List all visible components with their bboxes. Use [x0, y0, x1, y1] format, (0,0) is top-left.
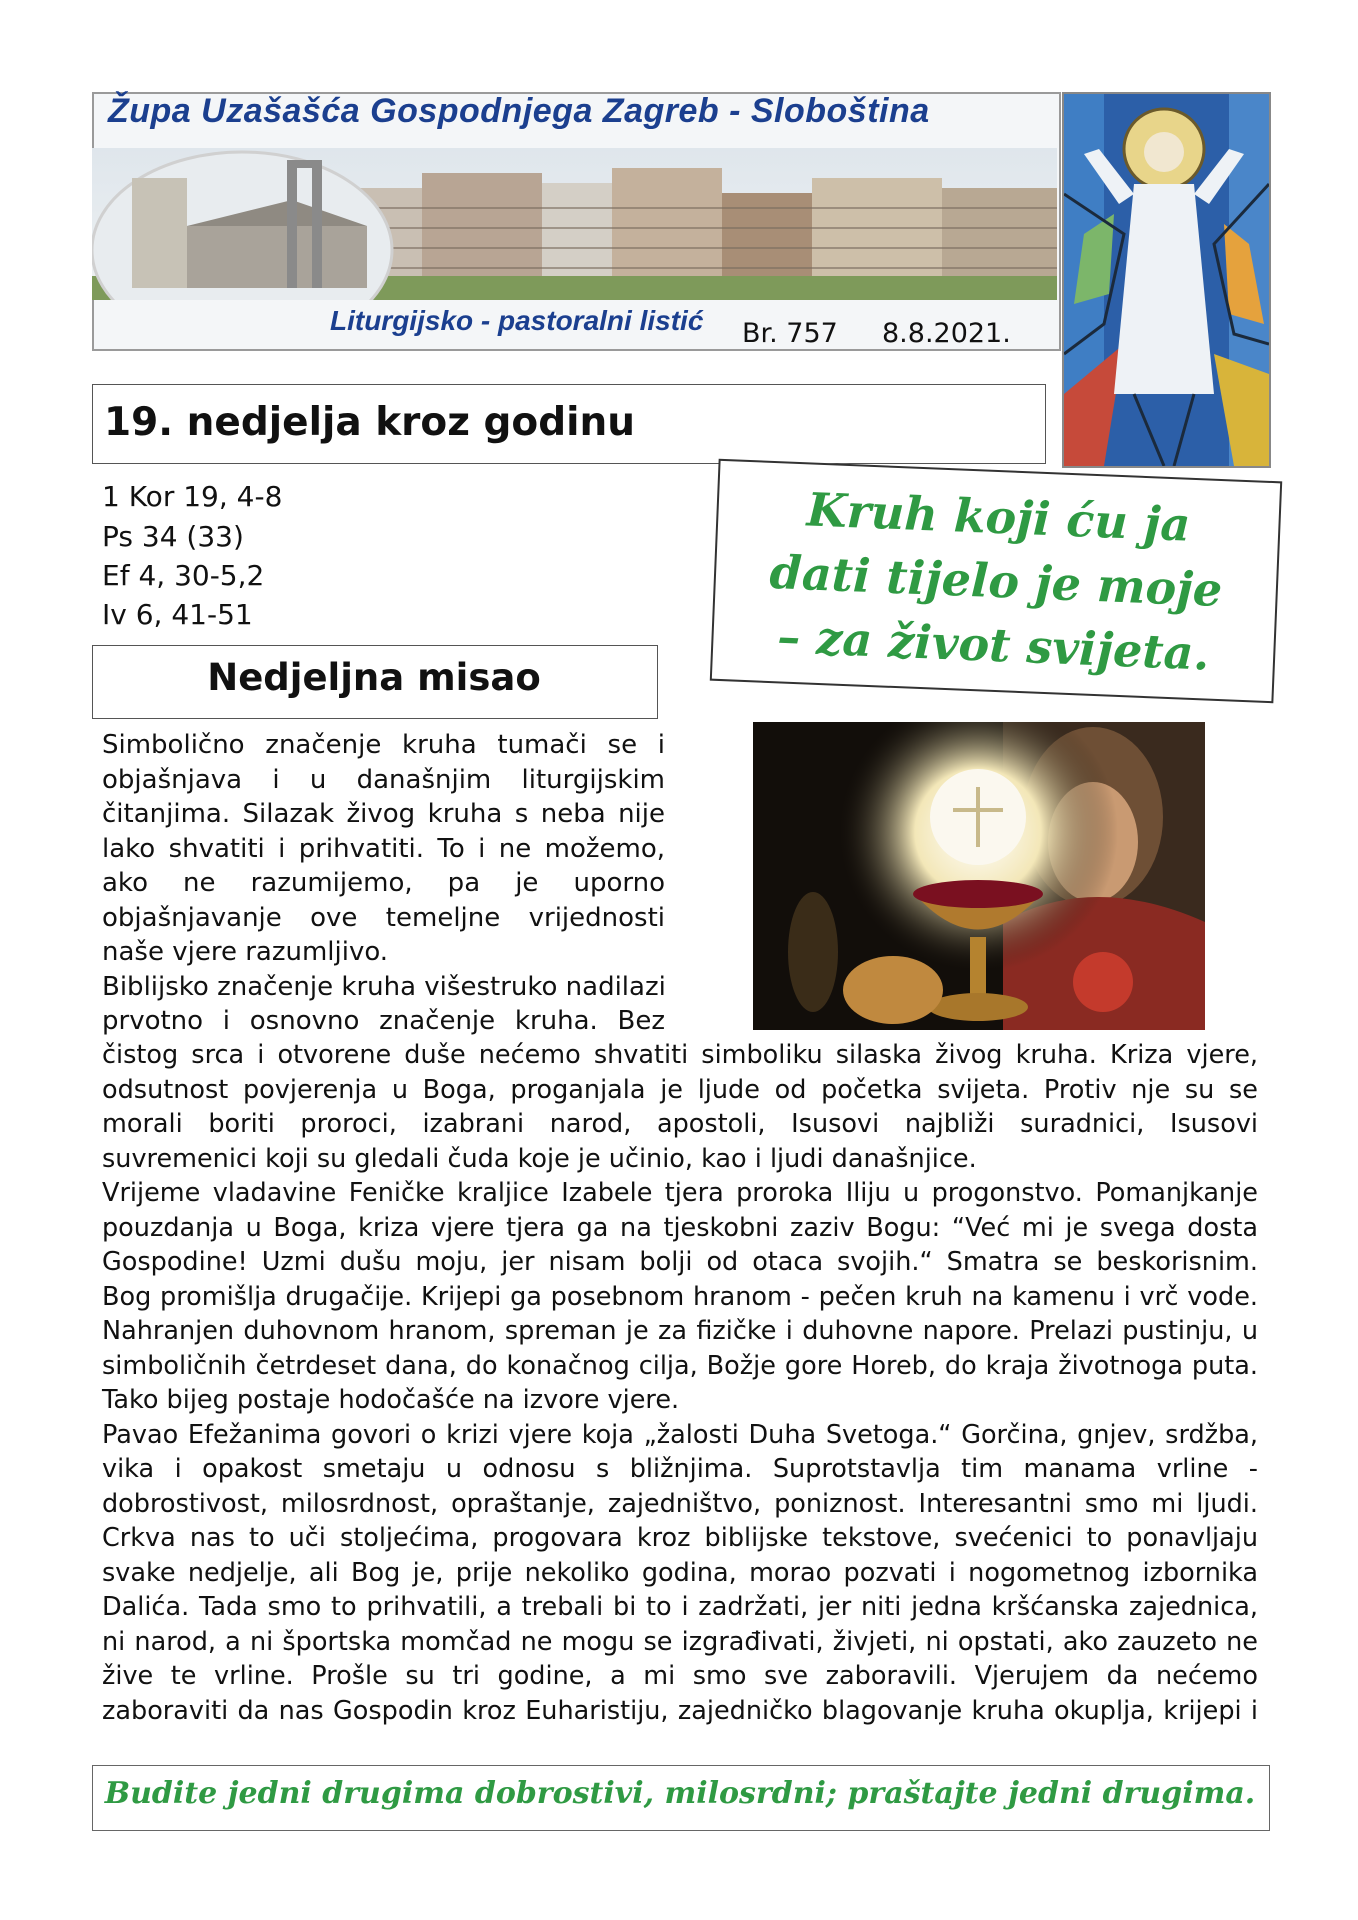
text-line: žive te vrline. Prošle su tri godine, a mi smo sve zaboravili. Vjerujem da nećemo — [102, 1661, 1258, 1691]
text-line: lako shvatiti i prihvatiti. To i ne možemo, — [102, 833, 665, 864]
text-line: morali boriti proroci, izabrani narod, apostoli, Isusovi najbliži suradnici, Isusovi — [102, 1109, 1258, 1139]
footer-quote: Budite jedni drugima dobrostivi, milosrdni; praštajte jedni drugima. — [104, 1776, 1256, 1811]
text-line: ni narod, a ni športska momčad ne mogu se izgrađivati, živjeti, ni opstati, ako zauzeto ne — [102, 1626, 1258, 1657]
text-line: vika i opakost smetaju u odnosu s bližnjima. Suprotstavlja tim manama vrline - — [102, 1454, 1258, 1484]
article-intro — [102, 728, 665, 1039]
parish-name: Župa Uzašašća Gospodnjega Zagreb - Sloboština — [108, 92, 930, 130]
text-line: svake nedjelje, ali Bog je, prije nekoliko godina, morao pozvati i nogometnog izbornika — [102, 1557, 1258, 1588]
text-line: naše vjere razumljivo. — [102, 937, 389, 967]
text-line: Nahranjen duhovnom hranom, spreman je za fizičke i duhovne napore. Prelazi pustinju, u — [102, 1316, 1258, 1346]
text-line: pouzdanja u Boga, kriza vjere tjera ga na tjeskobni zaziv Bogu: “Već mi je svega dosta — [102, 1212, 1258, 1243]
text-line: Pavao Efežanima govori o krizi vjere koja „žalosti Duha Svetoga.“ Gorčina, gnjev, srdžba, — [102, 1419, 1258, 1450]
text-line: zaboraviti da nas Gospodin kroz Euharistiju, zajedničko blagovanje kruha okuplja, krijepi i — [102, 1695, 1258, 1726]
text-line: Dalića. Tada smo to prihvatili, a trebali bi to i zadržati, jer niti jedna kršćanska zajednica, — [102, 1592, 1258, 1622]
parish-photo — [92, 148, 1057, 300]
quote-line: Kruh koji ću ja — [805, 482, 1192, 552]
quote-card — [710, 459, 1282, 703]
reading-3: Ef 4, 30-5,2 — [102, 559, 265, 592]
reading-2: Ps 34 (33) — [102, 520, 244, 553]
text-line: simboličnih četrdeset dana, do konačnog cilja, Božje gore Horeb, do kraja životnoga puta. — [102, 1350, 1258, 1381]
text-line: objašnjava i u današnjim liturgijskim — [102, 764, 665, 795]
article-body — [102, 1038, 1258, 1728]
text-line: dobrostivost, milosrdnost, opraštanje, zajedništvo, poniznost. Interesantni smo mi ljudi. — [102, 1488, 1258, 1519]
issue-date: 8.8.2021. — [882, 318, 1011, 349]
section-title: Nedjeljna misao — [207, 656, 541, 699]
text-line: Vrijeme vladavine Feničke kraljice Izabele tjera proroka Iliju u progonstvo. Pomanjkanje — [102, 1178, 1258, 1208]
text-line: suvremenici koji su gledali čuda koje je učinio, kao i ljudi današnjice. — [102, 1143, 977, 1174]
quote-line: – za život svijeta. — [776, 609, 1211, 681]
text-line: Gospodine! Uzmi dušu moju, jer nisam bolji od otaca svojih.“ Smatra se beskorisnim. — [102, 1247, 1258, 1277]
quote-line: dati tijelo je moje — [768, 544, 1224, 618]
reading-4: Iv 6, 41-51 — [102, 598, 253, 631]
page-title: 19. nedjelja kroz godinu — [104, 400, 636, 445]
issue-number: Br. 757 — [742, 318, 838, 349]
text-line: Crkva nas to uči stoljećima, progovara kroz biblijske tekstove, svećenici to ponavljaju — [102, 1523, 1258, 1553]
text-line: prvotno i osnovno značenje kruha. Bez — [102, 1006, 665, 1036]
text-line: Biblijsko značenje kruha višestruko nadilazi — [102, 971, 666, 1002]
text-line: objašnjavanje ove temeljne vrijednosti — [102, 902, 665, 933]
eucharist-image — [753, 722, 1205, 1030]
text-line: Simbolično značenje kruha tumači se i — [102, 730, 665, 760]
stained-glass-image — [1062, 92, 1271, 468]
text-line: ako ne razumijemo, pa je uporno — [102, 868, 665, 898]
text-line: čistog srca i otvorene duše nećemo shvatiti simboliku silaska živog kruha. Kriza vjere, — [102, 1040, 1258, 1070]
bulletin-label: Liturgijsko - pastoralni listić — [330, 305, 704, 336]
text-line: Bog promišlja drugačije. Krijepi ga posebnom hranom - pečen kruh na kamenu i vrč vode. — [102, 1281, 1258, 1312]
reading-1: 1 Kor 19, 4-8 — [102, 480, 283, 513]
text-line: odsutnost povjerenja u Boga, proganjala je ljude od početka svijeta. Protiv nje su se — [102, 1074, 1258, 1105]
text-line: Tako bijeg postaje hodočašće na izvore vjere. — [102, 1385, 680, 1415]
text-line: čitanjima. Silazak živog kruha s neba nije — [102, 799, 665, 829]
